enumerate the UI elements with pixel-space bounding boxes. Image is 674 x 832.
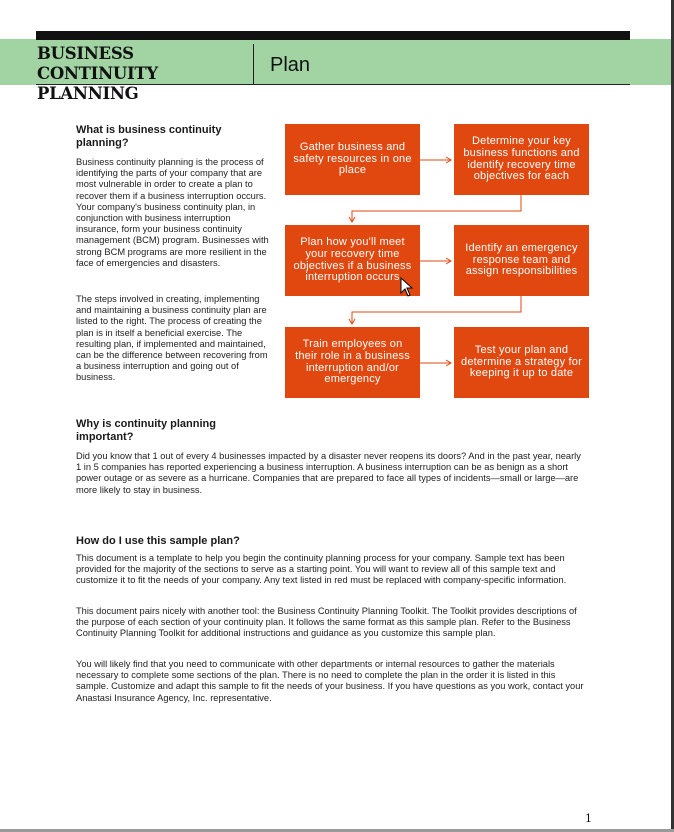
paragraph-how-to-use-1: This document is a template to help you begin the continuity planning process for your company. Sample text has been provided for the majority of the sections to serve as a starting point. You will want to review all of this sample text and customize it to fit the needs of your company. Any text listed in red must be replaced with company-specific information. xyxy=(76,553,567,586)
paragraph-bcp-steps: The steps involved in creating, implementing and maintaining a business continuity plan are listed to the right. The process of creating the plan is in itself a beneficial exercise. The resulting plan, if implemented and maintained, can be the difference between recovering from a business interruption and going out of business. xyxy=(76,294,268,383)
document-title: BUSINESS CONTINUITY PLANNING xyxy=(37,44,158,103)
flow-step-6: Test your plan and determine a strategy for keeping it up to date xyxy=(454,327,589,398)
flow-step-2: Determine your key business functions and identify recovery time objectives for each xyxy=(454,124,589,195)
heading-what-is-bcp: What is business continuity planning? xyxy=(76,124,222,149)
paragraph-how-to-use-3: You will likely find that you need to communicate with other departments or internal resources to gather the materials necessary to complete some sections of the plan. There is no need to complete the plan in the order it is listed in this sample. Customize and adapt this sample to fit the needs of your business. If you have questions as you work, contact your Anastasi Insurance Agency, Inc. representative. xyxy=(76,659,584,703)
connector-2-3 xyxy=(352,195,521,221)
heading-how-to-use: How do I use this sample plan? xyxy=(76,535,240,547)
document-subtitle: Plan xyxy=(270,54,311,76)
paragraph-bcp-definition: Business continuity planning is the process of identifying the parts of your company that are most vulnerable in order to create a plan to recover them if a business interruption occurs. Your company's business continuity plan, in conjunction with business interruption insurance, form your business continuity management (BCM) program. Businesses with strong BCM programs are more resilient in the face of emergencies and disasters. xyxy=(76,157,269,268)
paragraph-how-to-use-2: This document pairs nicely with another tool: the Business Continuity Planning Toolkit. The Toolkit provides descriptions of the purpose of each section of your continuity plan. It follows the same format as this sample plan. Refer to the Business Continuity Planning Toolkit for additional instructions and guidance as you customize this sample plan. xyxy=(76,606,577,639)
paragraph-why-important: Did you know that 1 out of every 4 businesses impacted by a disaster never reopens its doors? And in the past year, nearly 1 in 5 companies has reported experiencing a business interruption. A business interruption can be as benign as a short power outage or as severe as a hurricane. Companies that are prepared to face all types of incidents—small or large—are more likely to stay in business. xyxy=(76,451,581,495)
heading-why-important: Why is continuity planning important? xyxy=(76,418,216,443)
flow-step-4: Identify an emergency response team and assign responsibilities xyxy=(454,225,589,296)
flow-step-3: Plan how you'll meet your recovery time objectives if a business interruption occurs xyxy=(285,225,420,296)
page-number: 1 xyxy=(585,812,592,825)
mouse-cursor-icon xyxy=(400,277,414,297)
flow-step-5: Train employees on their role in a business interruption and/or emergency xyxy=(285,327,420,398)
connector-4-5 xyxy=(352,296,521,323)
flow-step-1: Gather business and safety resources in one place xyxy=(285,124,420,195)
